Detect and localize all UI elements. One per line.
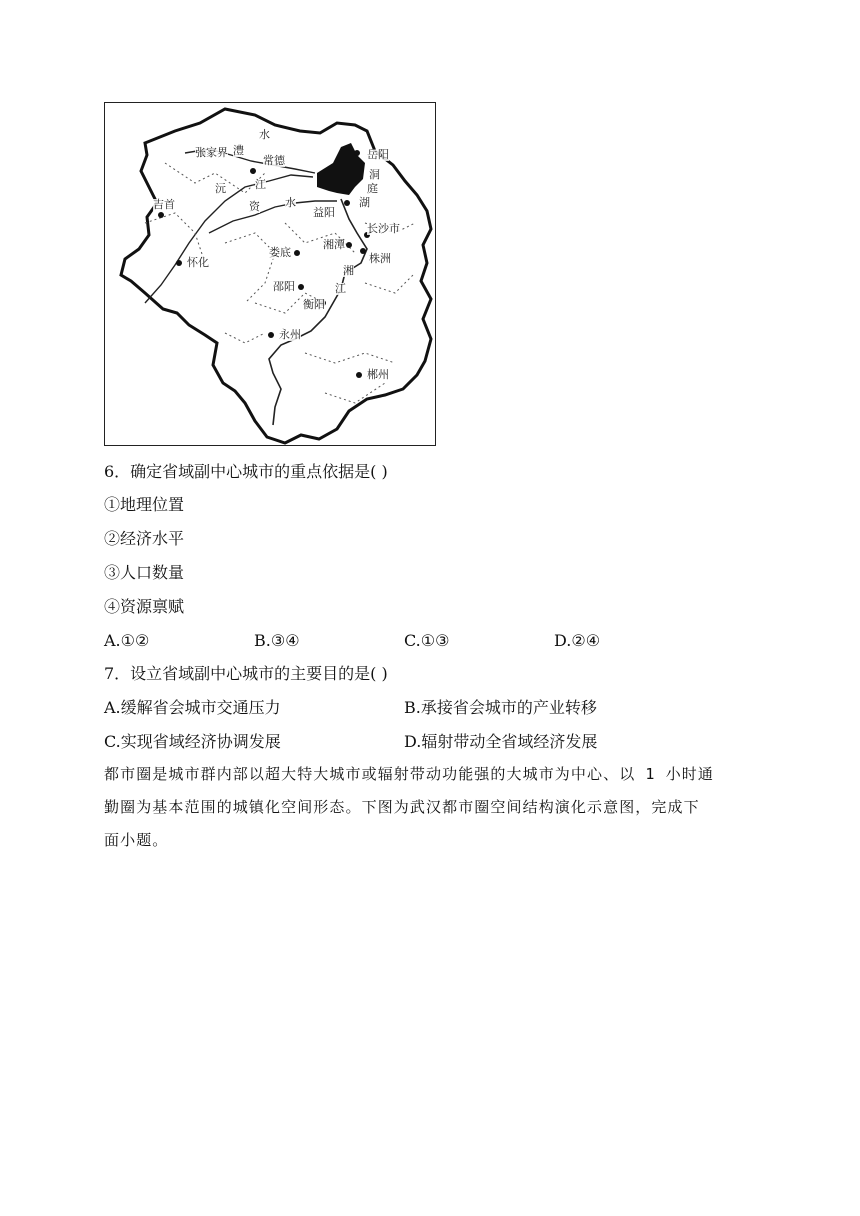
city-label-loudi: 娄底: [269, 246, 291, 259]
q6-item-1: ①地理位置: [104, 495, 185, 514]
q6-option-d: D.②④: [554, 631, 601, 650]
city-label-yongzhou: 永州: [279, 328, 301, 341]
city-label-hengyang: 衡阳: [303, 298, 325, 311]
feature-label-yuan: 沅: [215, 182, 226, 195]
city-label-shaoyang: 邵阳: [273, 280, 295, 293]
city-label-huaihua: 怀化: [187, 256, 209, 269]
city-label-yueyang: 岳阳: [367, 148, 389, 161]
feature-label-shui2: 水: [285, 196, 296, 209]
q6-option-b: B.③④: [254, 631, 300, 650]
xiang-river: [269, 196, 367, 425]
intro-line-1: 都市圈是城市群内部以超大特大城市或辐射带动功能强的大城市为中心、以 1 小时通: [104, 765, 714, 783]
city-label-zhangjiajie: 张家界: [195, 146, 228, 159]
q7-option-c: C.实现省域经济协调发展: [104, 732, 281, 751]
feature-label-dong: 洞: [369, 168, 380, 181]
city-label-yiyang: 益阳: [313, 206, 335, 219]
q7-option-d: D.辐射带动全省域经济发展: [404, 732, 598, 751]
q6-option-a: A.①②: [104, 631, 150, 650]
q6-stem: 6．确定省域副中心城市的重点依据是( ): [104, 462, 388, 481]
city-label-chenzhou: 郴州: [367, 368, 389, 381]
q7-option-a: A.缓解省会城市交通压力: [104, 698, 281, 717]
q6-item-4: ④资源禀赋: [104, 597, 185, 616]
hunan-map: [104, 102, 436, 446]
city-label-changde: 常德: [263, 154, 285, 167]
city-label-zhuzhou: 株洲: [369, 252, 391, 265]
feature-label-zi: 资: [249, 200, 260, 213]
feature-label-li: 澧: [233, 144, 244, 157]
q6-item-3: ③人口数量: [104, 563, 185, 582]
q7-stem: 7．设立省域副中心城市的主要目的是( ): [104, 664, 388, 683]
city-label-changsha: 长沙市: [367, 222, 400, 235]
intro-line-2: 勤圈为基本范围的城镇化空间形态。下图为武汉都市圈空间结构演化示意图，完成下: [104, 798, 700, 816]
feature-label-jiang1: 江: [255, 178, 266, 191]
city-label-jishou: 吉首: [153, 198, 175, 211]
feature-label-xiang: 湘: [343, 264, 354, 277]
feature-label-shui1: 水: [259, 128, 270, 141]
intro-line-3: 面小题。: [104, 831, 169, 849]
feature-label-ting: 庭: [367, 182, 378, 195]
city-label-xiangtan: 湘潭: [323, 238, 345, 251]
intro-paragraph: [104, 758, 764, 857]
feature-label-hu: 湖: [359, 196, 370, 209]
feature-label-jiang2: 江: [335, 282, 346, 295]
q6-item-2: ②经济水平: [104, 529, 185, 548]
q6-option-c: C.①③: [404, 631, 450, 650]
q7-option-b: B.承接省会城市的产业转移: [404, 698, 597, 717]
